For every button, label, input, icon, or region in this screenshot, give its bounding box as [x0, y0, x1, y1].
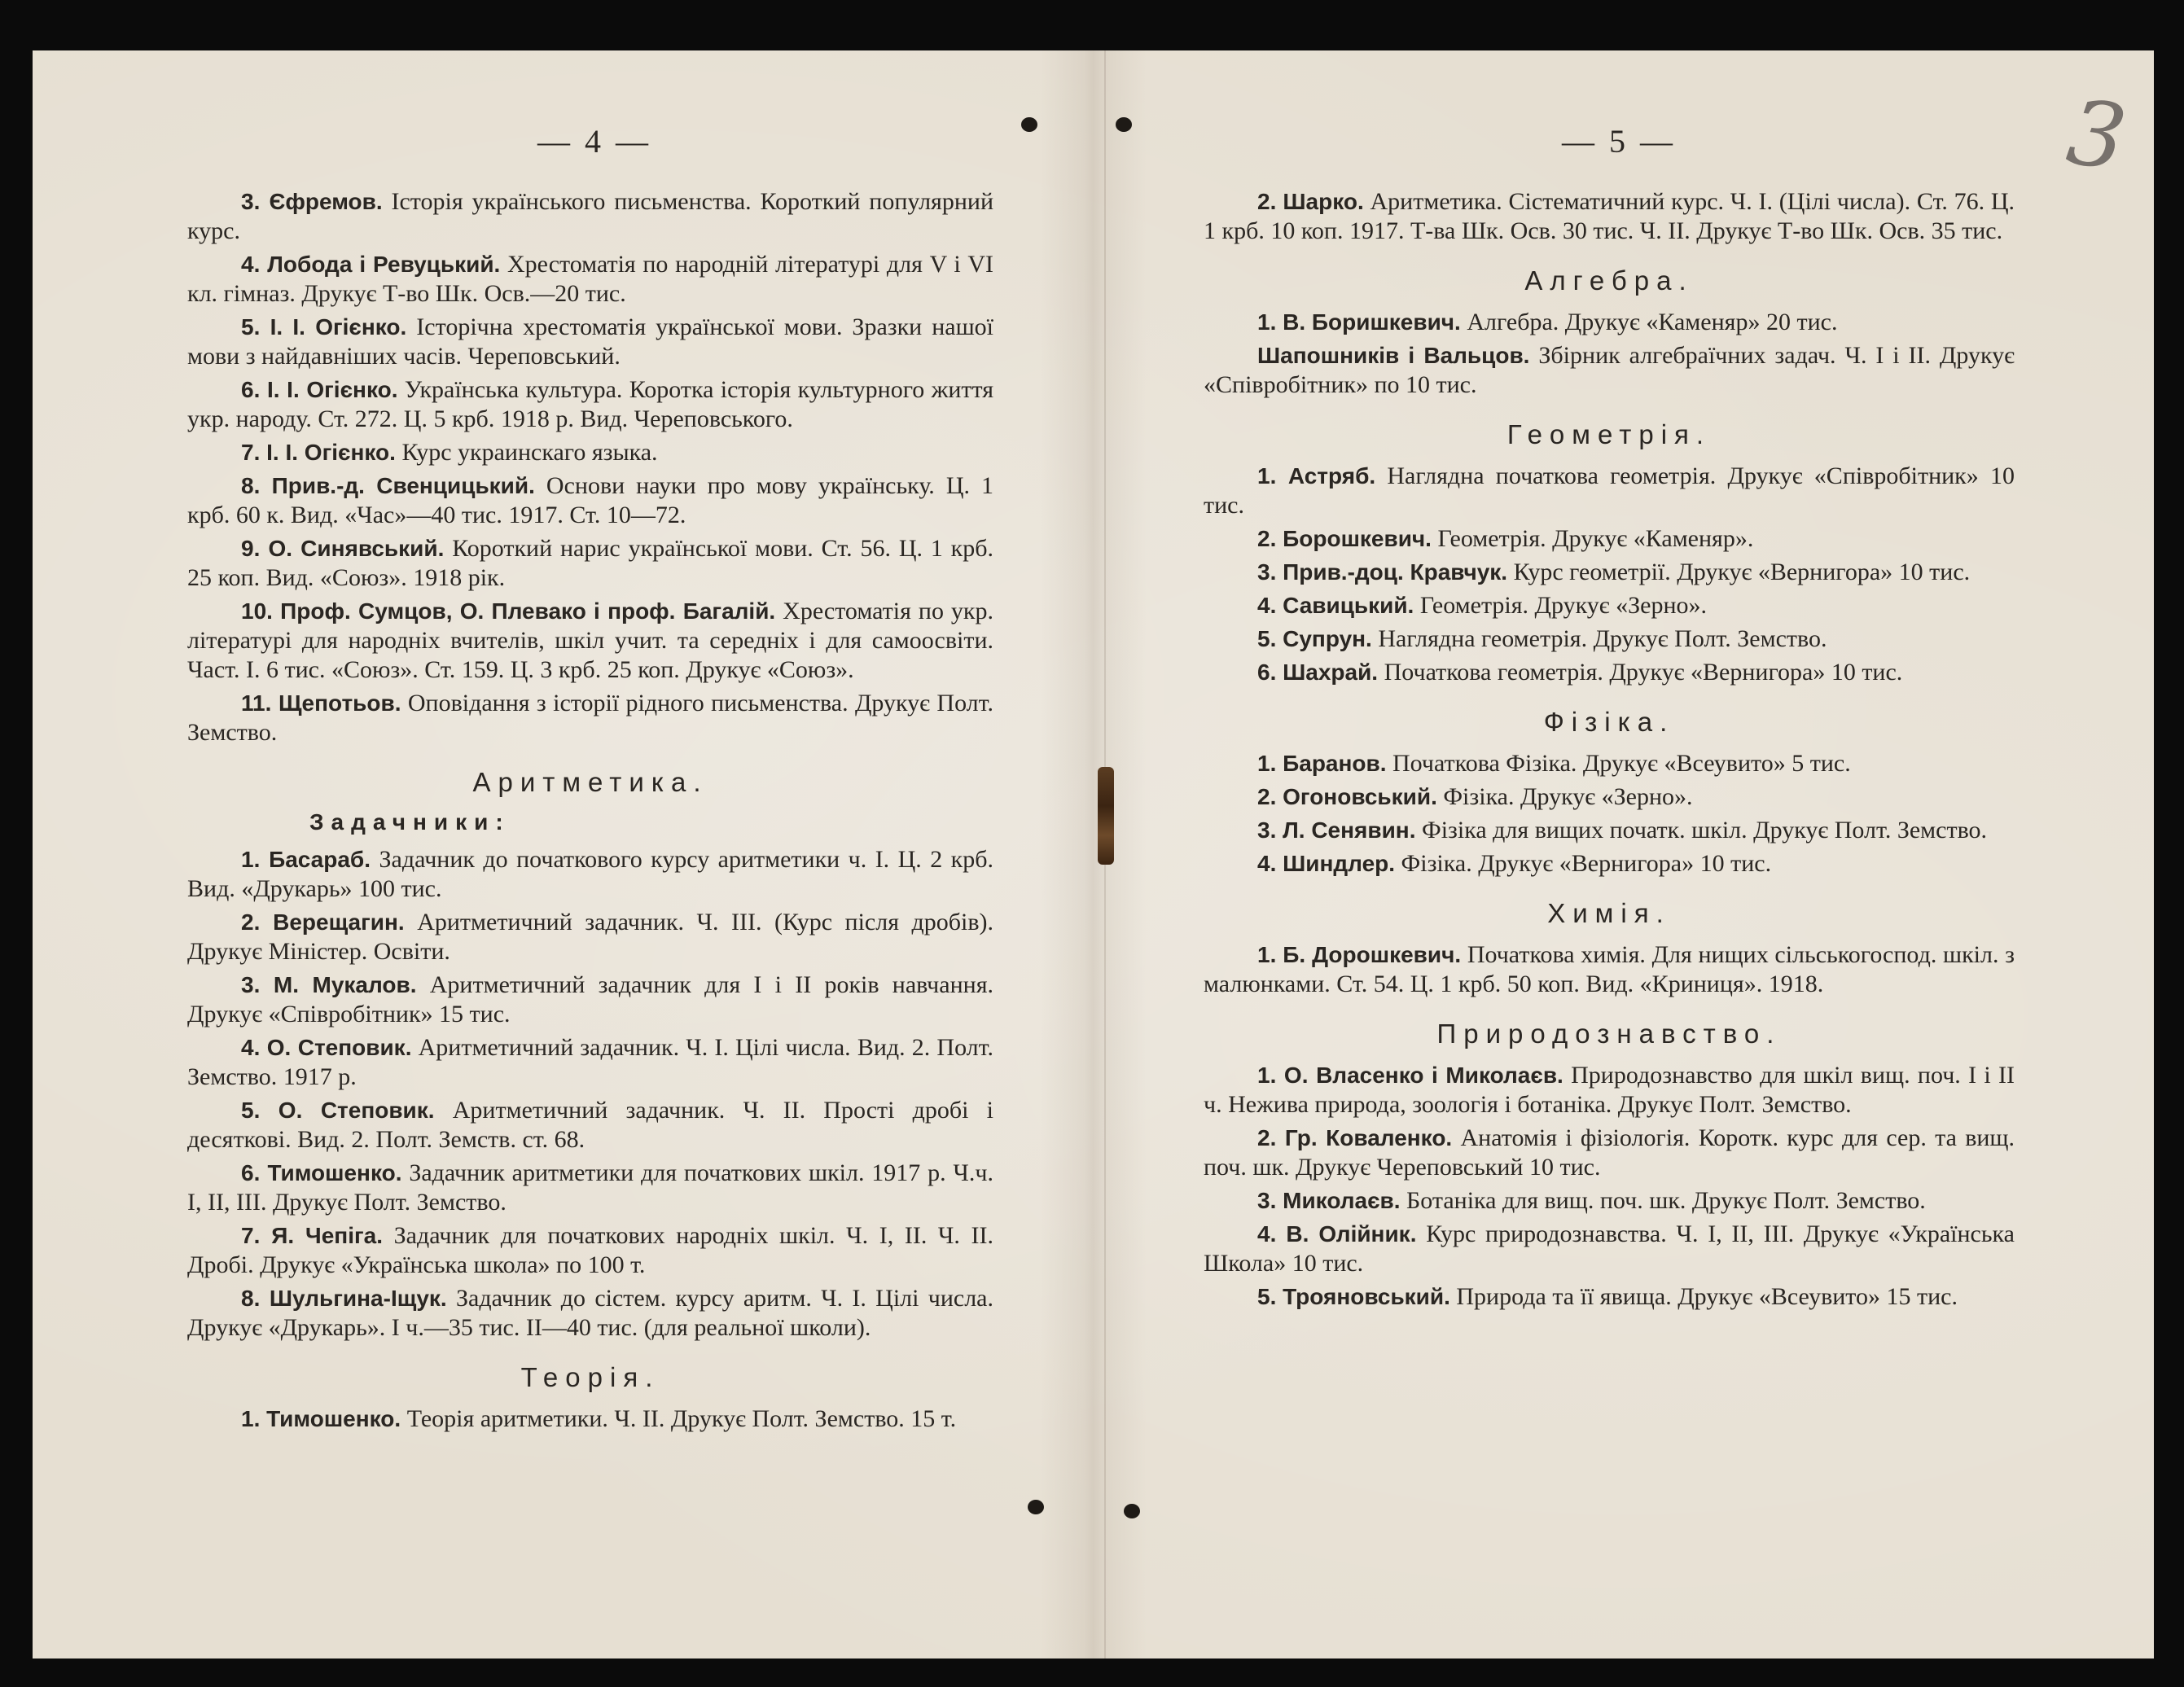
entry-text: Збірник алгебраїчних задач. Ч. І і II. Друкує «Співробітник» по 10 тис.	[1204, 342, 2015, 398]
entry-text: Задачник до початкового курсу аритметики ч. І. Ц. 2 крб. Вид. «Друкарь» 100 тис.	[187, 846, 994, 902]
bibliography-entry	[187, 1033, 993, 1092]
entry-author: 5. О. Степовик.	[241, 1098, 435, 1123]
entry-author: 1. Б. Дорошкевич.	[1257, 942, 1462, 967]
bibliography-entry	[187, 438, 993, 467]
section-heading: Химія.	[1547, 898, 1671, 928]
entry-text: Хрестоматія по укр. літературі для народніх вчителів, шкіл учит. та середніх і для самоосвіти. Част. І. 6 тис. «Союз». Ст. 159. Ц. 3 крб. 25 коп. Друкує «Союз».	[187, 598, 993, 683]
entry-author: 4. О. Степовик.	[241, 1035, 412, 1060]
entry-author: 1. Баранов.	[1257, 751, 1387, 776]
entry-text: Основи науки про мову українську. Ц. 1 крб. 60 к. Вид. «Час»—40 тис. 1917. Ст. 10—72.	[187, 472, 994, 528]
bibliography-entry	[1204, 849, 2015, 879]
entry-author: 1. Басараб.	[241, 847, 371, 872]
entry-text: Курс природознавства. Ч. І, II, III. Друкує «Українська Школа» 10 тис.	[1204, 1220, 2015, 1277]
left-page-content	[187, 187, 993, 1438]
entry-text: Аритметичний задачник для І і II років навчання. Друкує «Співробітник» 15 тис.	[187, 971, 993, 1028]
entry-author: 5. І. І. Огієнко.	[241, 314, 407, 340]
entry-text: Наглядна геометрія. Друкує Полт. Земство.	[1378, 625, 1827, 652]
section-heading: Алгебра.	[1524, 265, 1694, 296]
entry-text: Задачник аритметики для початкових шкіл. 1917 р. Ч.ч. І, II, III. Друкує Полт. Земство.	[187, 1159, 993, 1216]
entry-text: Курс украинскаго языка.	[401, 439, 658, 466]
page-number-right: — 5 —	[1562, 123, 1676, 160]
bibliography-entry	[187, 689, 993, 747]
bibliography-entry	[1204, 1061, 2015, 1120]
binding-hole	[1028, 1500, 1044, 1514]
entry-author: 2. Огоновський.	[1257, 784, 1437, 809]
bibliography-entry	[1204, 624, 2015, 654]
bibliography-entry	[187, 597, 993, 685]
bibliography-entry	[1204, 462, 2015, 520]
entry-text: Аритметичний задачник. Ч. III. (Курс після дробів). Друкує Міністер. Освіти.	[187, 909, 994, 965]
entry-author: 10. Проф. Сумцов, О. Плевако і проф. Багалій.	[241, 598, 776, 624]
entry-text: Українська культура. Коротка історія культурного життя укр. народу. Ст. 272. Ц. 5 крб. 1918 р. Вид. Череповського.	[187, 376, 994, 432]
entry-author: 11. Щепотьов.	[241, 690, 401, 716]
entry-text: Геометрія. Друкує «Зерно».	[1419, 592, 1708, 619]
section-heading: Аритметика.	[472, 767, 708, 797]
entry-author: 4. Шиндлер.	[1257, 851, 1396, 876]
bibliography-entry	[187, 1284, 993, 1343]
bibliography-entry	[1204, 940, 2015, 999]
entry-author: 2. Борошкевич.	[1257, 526, 1432, 551]
bibliography-entry	[187, 845, 993, 904]
entry-author: 4. Савицький.	[1257, 593, 1414, 618]
entry-author: 2. Шарко.	[1257, 189, 1364, 214]
entry-author: Шапошників і Вальцов.	[1257, 343, 1530, 368]
entry-text: Курс геометрії. Друкує «Вернигора» 10 тис.	[1513, 559, 1971, 585]
entry-author: 3. М. Мукалов.	[241, 972, 417, 997]
entry-text: Аритметика. Сістематичний курс. Ч. І. (Цілі числа). Ст. 76. Ц. 1 крб. 10 коп. 1917. Т-ва Шк. Осв. 30 тис. Ч. II. Друкує Т-во Шк. Осв. 35 тис.	[1204, 188, 2015, 244]
entry-author: 1. В. Боришкевич.	[1257, 309, 1461, 335]
entry-author: 4. Лобода і Ревуцький.	[241, 252, 501, 277]
book-spread	[33, 50, 2154, 1659]
entry-author: 4. В. Олійник.	[1257, 1221, 1417, 1247]
bibliography-entry	[1204, 1186, 2015, 1216]
entry-author: 5. Супрун.	[1257, 626, 1372, 651]
section-heading: Геометрія.	[1506, 419, 1712, 449]
binding-staple	[1098, 767, 1114, 865]
entry-author: 1. Астряб.	[1257, 463, 1376, 489]
entry-author: 2. Верещагин.	[241, 909, 405, 935]
entry-text: Задачник для початкових народніх шкіл. Ч. І, II. Ч. II. Дробі. Друкує «Українська школа» по 100 т.	[187, 1222, 994, 1278]
bibliography-entry	[187, 187, 993, 246]
entry-author: 7. І. І. Огієнко.	[241, 440, 396, 465]
bibliography-entry	[187, 250, 993, 309]
entry-text: Історія українського письменства. Короткий популярний курс.	[187, 188, 994, 244]
entry-author: 3. Прив.-доц. Кравчук.	[1257, 559, 1508, 585]
bibliography-entry	[187, 375, 993, 434]
entry-text: Історічна хрестоматія української мови. Зразки нашої мови з найдавніших часів. Череповський.	[187, 313, 994, 370]
entry-author: 1. Тимошенко.	[241, 1406, 401, 1431]
entry-author: 3. Єфремов.	[241, 189, 383, 214]
entry-text: Задачник до сістем. курсу аритм. Ч. І. Цілі числа. Друкує «Друкарь». І ч.—35 тис. II—40 тис. (для реальної школи).	[187, 1285, 993, 1341]
entry-text: Природа та її явища. Друкує «Всеувито» 15 тис.	[1456, 1283, 1958, 1310]
entry-text: Анатомія і фізіологія. Коротк. курс для сер. та вищ. поч. шк. Друкує Череповський 10 тис.	[1204, 1124, 2015, 1181]
bibliography-entry	[187, 1159, 993, 1217]
section-heading: Природознавство.	[1436, 1019, 1782, 1049]
entry-author: 5. Трояновський.	[1257, 1284, 1450, 1309]
binding-hole	[1124, 1504, 1140, 1518]
entry-text: Геометрія. Друкує «Каменяр».	[1437, 525, 1754, 552]
entry-author: 8. Прив.-д. Свенцицький.	[241, 473, 535, 498]
binding-hole	[1021, 117, 1037, 132]
entry-author: 1. О. Власенко і Миколаєв.	[1257, 1063, 1563, 1088]
bibliography-entry	[1204, 187, 2015, 246]
entry-text: Теорія аритметики. Ч. II. Друкує Полт. Земство. 15 т.	[406, 1405, 957, 1432]
entry-text: Ботаніка для вищ. поч. шк. Друкує Полт. Земство.	[1406, 1187, 1926, 1214]
entry-author: 7. Я. Чепіга.	[241, 1223, 383, 1248]
bibliography-entry	[1204, 782, 2015, 812]
bibliography-entry	[1204, 308, 2015, 337]
entry-text: Початкова химія. Для нищих сільськогоспод. шкіл. з малюнками. Ст. 54. Ц. 1 крб. 50 коп. Вид. «Криниця». 1918.	[1204, 941, 2015, 997]
pencil-page-mark: 3	[2061, 79, 2133, 191]
entry-author: 3. Миколаєв.	[1257, 1188, 1401, 1213]
section-heading: Теорія.	[520, 1362, 660, 1392]
entry-text: Фізіка. Друкує «Зерно».	[1443, 783, 1693, 810]
entry-text: Алгебра. Друкує «Каменяр» 20 тис.	[1467, 309, 1838, 335]
entry-author: 8. Шульгина-Іщук.	[241, 1286, 447, 1311]
entry-author: 6. Шахрай.	[1257, 659, 1379, 685]
bibliography-entry	[1204, 1124, 2015, 1182]
bibliography-entry	[187, 313, 993, 371]
entry-author: 2. Гр. Коваленко.	[1257, 1125, 1453, 1150]
bibliography-entry	[1204, 1220, 2015, 1278]
bibliography-entry	[1204, 749, 2015, 778]
bibliography-entry	[187, 1096, 993, 1155]
entry-text: Хрестоматія по народній літературі для V і VI кл. гімназ. Друкує Т-во Шк. Осв.—20 тис.	[187, 251, 994, 307]
entry-text: Оповідання з історії рідного письменства. Друкує Полт. Земство.	[187, 690, 993, 746]
subsection-heading: Задачники:	[309, 809, 511, 835]
entry-author: 6. Тимошенко.	[241, 1160, 402, 1185]
bibliography-entry	[187, 534, 993, 593]
bibliography-entry	[187, 908, 993, 966]
entry-author: 3. Л. Сенявин.	[1257, 817, 1416, 843]
bibliography-entry	[1204, 1282, 2015, 1312]
bibliography-entry	[187, 971, 993, 1029]
bibliography-entry	[1204, 558, 2015, 587]
entry-text: Початкова геометрія. Друкує «Вернигора» 10 тис.	[1384, 659, 1903, 686]
entry-text: Аритметичний задачник. Ч. І. Цілі числа. Вид. 2. Полт. Земство. 1917 р.	[187, 1034, 994, 1090]
entry-text: Аритметичний задачник. Ч. II. Прості дробі і десяткові. Вид. 2. Полт. Земств. ст. 68.	[187, 1097, 994, 1153]
bibliography-entry	[187, 1221, 993, 1280]
entry-author: 6. І. І. Огієнко.	[241, 377, 398, 402]
bibliography-entry	[1204, 658, 2015, 687]
entry-text: Початкова Фізіка. Друкує «Всеувито» 5 тис.	[1392, 750, 1851, 777]
entry-text: Короткий нарис української мови. Ст. 56. Ц. 1 крб. 25 коп. Вид. «Союз». 1918 рік.	[187, 535, 994, 591]
right-page-content	[1204, 187, 2015, 1316]
bibliography-entry	[1204, 816, 2015, 845]
bibliography-entry	[1204, 524, 2015, 554]
entry-text: Природознавство для шкіл вищ. поч. І і II ч. Нежива природа, зоологія і ботаніка. Друкує Полт. Земство.	[1204, 1062, 2015, 1118]
bibliography-entry	[187, 471, 993, 530]
entry-text: Наглядна початкова геометрія. Друкує «Співробітник» 10 тис.	[1204, 462, 2015, 519]
bibliography-entry	[1204, 591, 2015, 620]
entry-text: Фізіка для вищих початк. шкіл. Друкує Полт. Земство.	[1422, 817, 1988, 844]
entry-author: 9. О. Синявський.	[241, 536, 445, 561]
bibliography-entry	[1204, 341, 2015, 400]
section-heading: Фізіка.	[1543, 707, 1675, 737]
binding-hole	[1116, 117, 1132, 132]
page-number-left: — 4 —	[537, 123, 651, 160]
entry-text: Фізіка. Друкує «Вернигора» 10 тис.	[1401, 850, 1772, 877]
bibliography-entry	[187, 1404, 993, 1434]
